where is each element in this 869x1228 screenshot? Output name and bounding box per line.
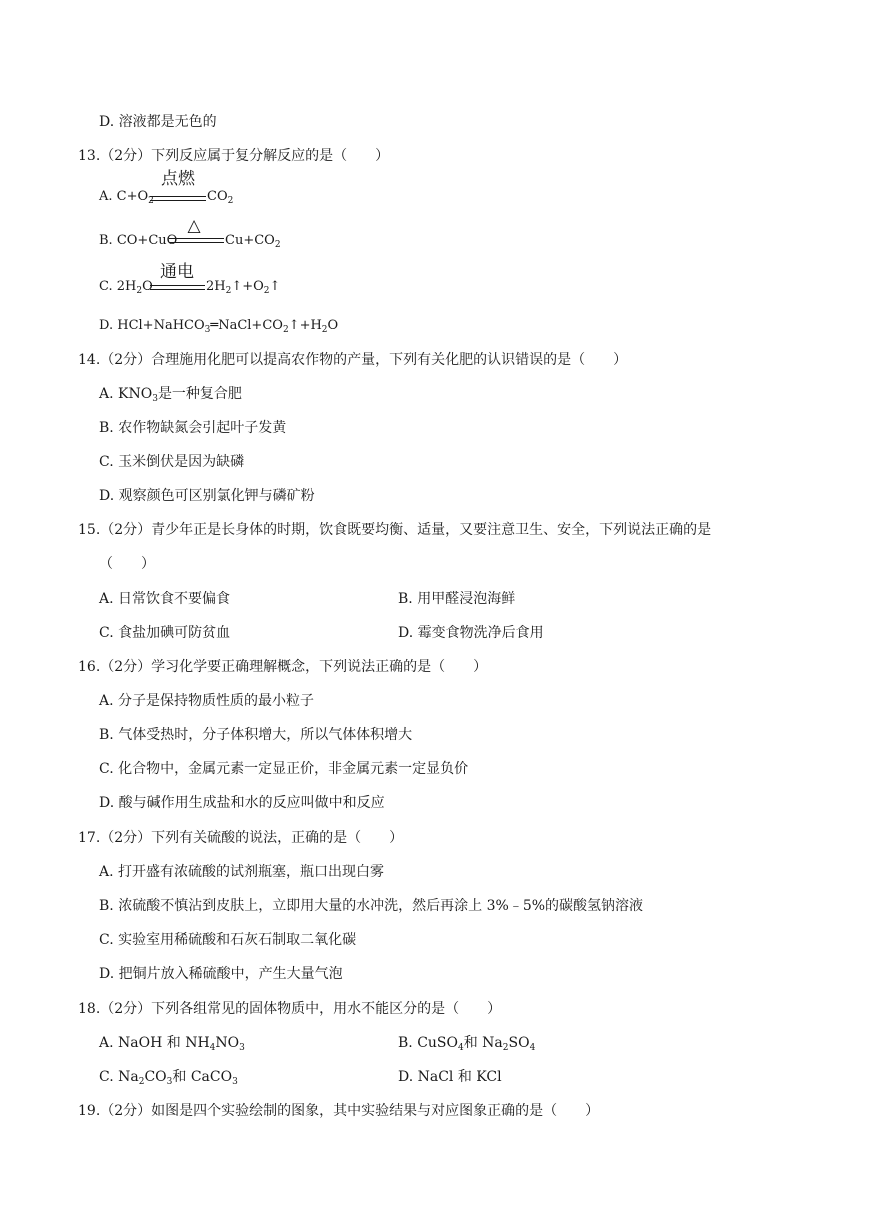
q19-stem: 19.（2分）如图是四个实验绘制的图象，其中实验结果与对应图象正确的是（ ） xyxy=(78,1103,600,1119)
q13-c-equals-sign xyxy=(150,285,205,290)
q18-option-a: A. NaOH 和 $NH_4NO_3$ xyxy=(99,1035,245,1053)
q12-option-d: D. 溶液都是无色的 xyxy=(99,114,217,130)
q13-option-b: B. CO+CuO xyxy=(99,233,178,248)
q13-a-product: $CO_2$ xyxy=(207,189,234,206)
q14-option-d: D. 观察颜色可区别氯化钾与磷矿粉 xyxy=(99,488,315,504)
q15-option-a: A. 日常饮食不要偏食 xyxy=(99,591,231,607)
q13-c-product: $2H_2↑+O_2↑$ xyxy=(206,279,281,296)
q18-option-c: C. $Na_2CO_3$和 CaCO$_3$ xyxy=(99,1069,238,1087)
q13-b-product: $Cu+CO_2$ xyxy=(225,233,281,250)
q17-option-c: C. 实验室用稀硫酸和石灰石制取二氧化碳 xyxy=(99,932,357,948)
q16-option-d: D. 酸与碱作用生成盐和水的反应叫做中和反应 xyxy=(99,795,385,811)
q15-option-d: D. 霉变食物洗净后食用 xyxy=(398,625,544,641)
q15-stem-paren: （ ） xyxy=(99,556,155,572)
q13-stem: 13.（2分）下列反应属于复分解反应的是（ ） xyxy=(78,148,390,164)
q17-option-a: A. 打开盛有浓硫酸的试剂瓶塞，瓶口出现白雾 xyxy=(99,864,385,880)
q18-option-d: D. NaCl 和 KCl xyxy=(398,1069,502,1085)
q13-b-equals-sign xyxy=(169,238,224,243)
q13-option-a: A. $C+O_2$ xyxy=(99,189,154,206)
q13-a-condition: 点燃 xyxy=(161,169,195,189)
q18-option-b: B. CuSO$_4$和 $Na_2SO_4$ xyxy=(398,1035,536,1053)
q14-stem: 14.（2分）合理施用化肥可以提高农作物的产量，下列有关化肥的认识错误的是（ ） xyxy=(78,352,628,368)
q13-a-equals-sign xyxy=(150,196,206,201)
q13-b-condition: △ xyxy=(187,216,201,236)
q16-option-a: A. 分子是保持物质性质的最小粒子 xyxy=(99,693,315,709)
q14-option-c: C. 玉米倒伏是因为缺磷 xyxy=(99,454,245,470)
q16-option-c: C. 化合物中，金属元素一定显正价，非金属元素一定显负价 xyxy=(99,761,469,777)
q13-c-condition: 通电 xyxy=(160,262,194,282)
q13-option-c: C. $2H_2O$ xyxy=(99,279,153,296)
q15-stem: 15.（2分）青少年正是长身体的时期，饮食既要均衡、适量，又要注意卫生、安全，下列说法正确的是 xyxy=(78,522,712,538)
q16-option-b: B. 气体受热时，分子体积增大，所以气体体积增大 xyxy=(99,727,413,743)
q14-option-b: B. 农作物缺氮会引起叶子发黄 xyxy=(99,420,287,436)
q17-stem: 17.（2分）下列有关硫酸的说法，正确的是（ ） xyxy=(78,830,404,846)
q15-option-b: B. 用甲醛浸泡海鲜 xyxy=(398,591,516,607)
q13-option-d: D. $HCl+NaHCO_3═NaCl+CO_2↑+H_2O$ xyxy=(99,318,339,335)
q17-option-d: D. 把铜片放入稀硫酸中，产生大量气泡 xyxy=(99,966,343,982)
q16-stem: 16.（2分）学习化学要正确理解概念，下列说法正确的是（ ） xyxy=(78,659,488,675)
q17-option-b: B. 浓硫酸不慎沾到皮肤上，立即用大量的水冲洗，然后再涂上 3%﹣5%的碳酸氢钠溶液 xyxy=(99,898,644,914)
q14-option-a: A. $KNO_3$是一种复合肥 xyxy=(99,386,242,404)
q15-option-c: C. 食盐加碘可防贫血 xyxy=(99,625,231,641)
q18-stem: 18.（2分）下列各组常见的固体物质中，用水不能区分的是（ ） xyxy=(78,1001,502,1017)
